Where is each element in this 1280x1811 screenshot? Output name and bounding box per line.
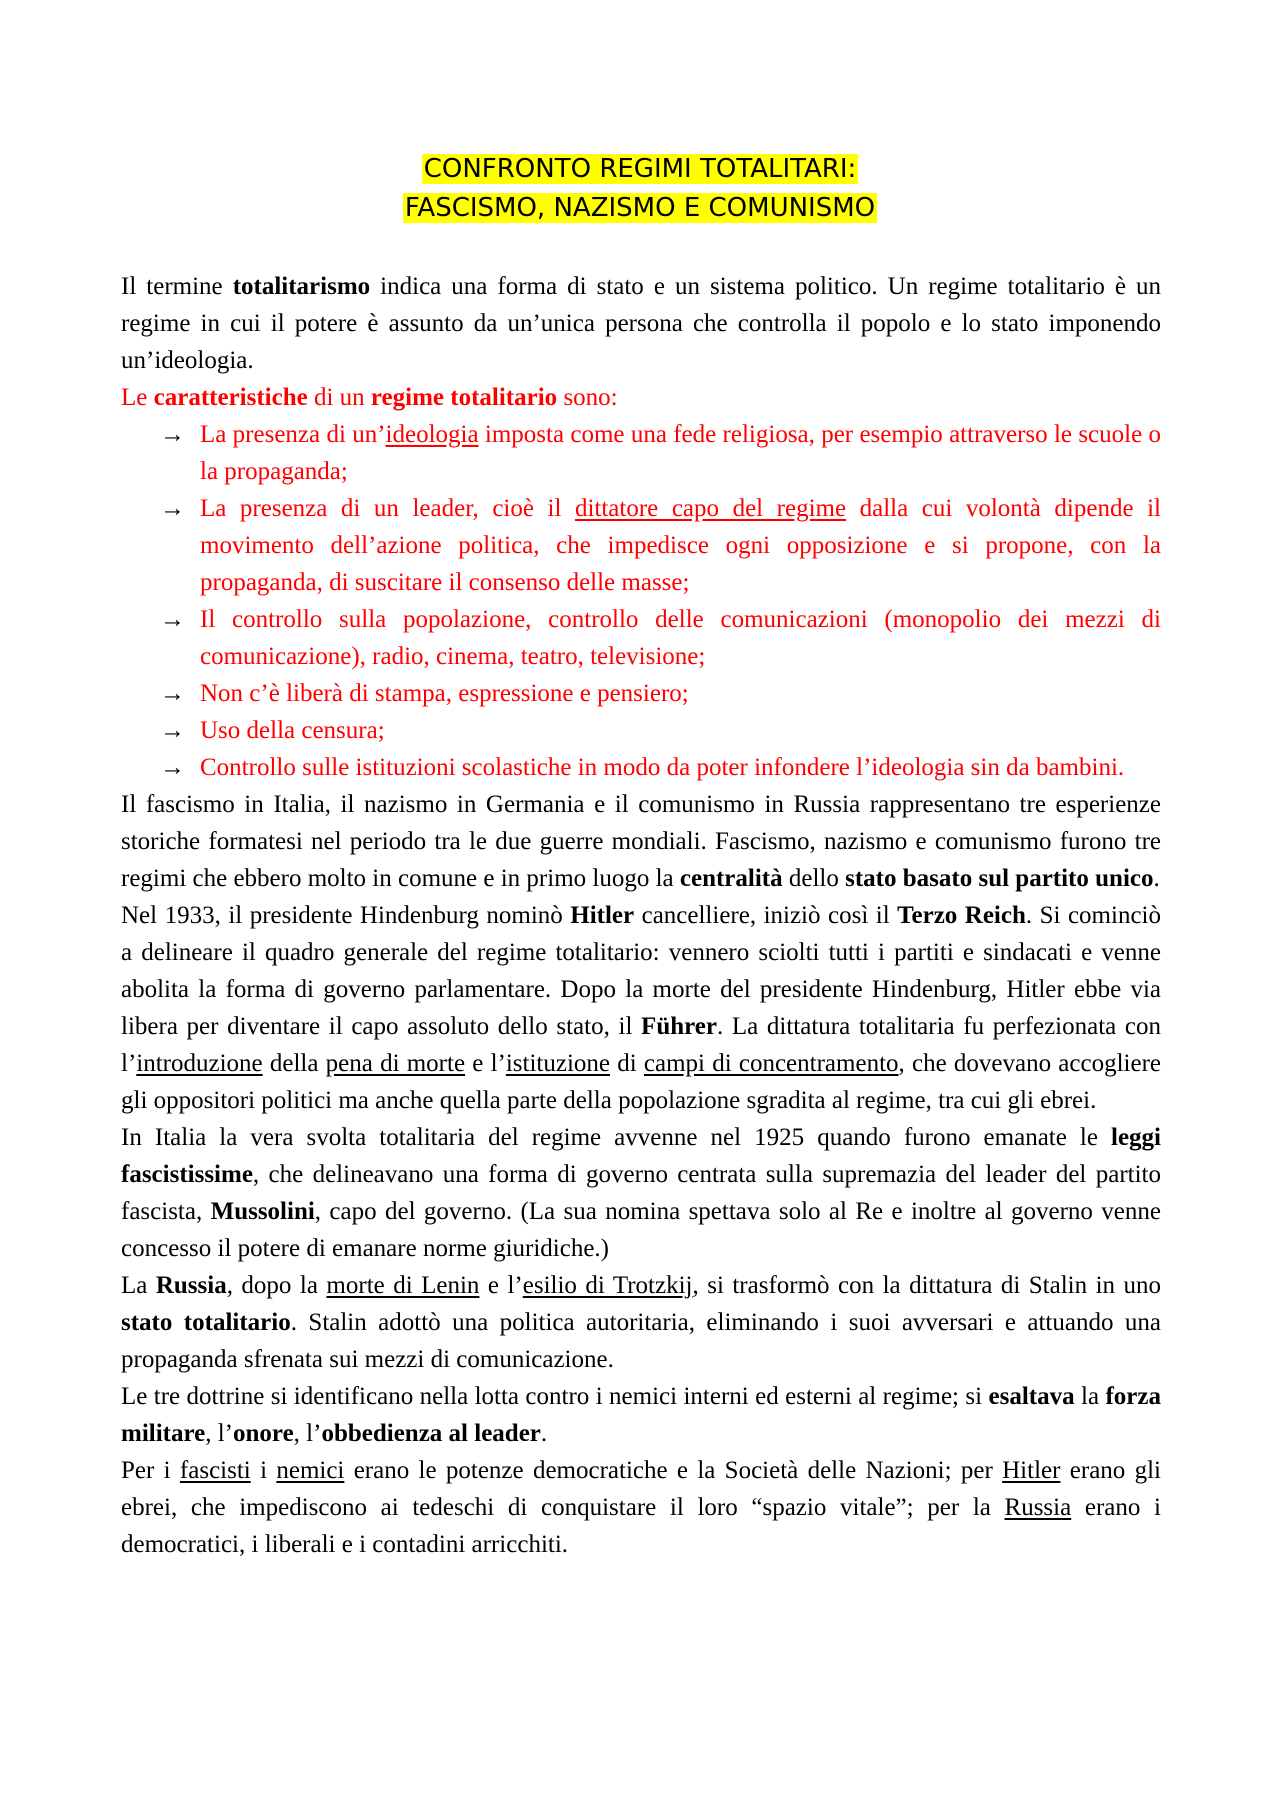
document-body [121, 268, 1161, 1563]
germany-paragraph: Nel 1933, il presidente Hindenburg nominò Hitler cancelliere, iniziò così il Terzo Reich. Si cominciò a delineare il quadro generale del regime totalitario: vennero sciolti tutti i partiti e sindacati e venne abolita la forma di governo parlamentare. Dopo la morte del presidente Hindenburg, Hitler ebbe via libera per diventare il capo assoluto dello stato, il Führer. La dittatura totalitaria fu perfezionata con l’introduzione della pena di morte e l’istituzione di campi di concentramento, che dovevano accogliere gli oppositori politici ma anche quella parte della popolazione sgradita al regime, tra cui gli ebrei. [121, 902, 1162, 1114]
list-item: → Controllo sulle istituzioni scolastiche in modo da poter infondere l’ideologia sin da bambini. [200, 749, 1161, 786]
arrow-icon: → [160, 717, 185, 744]
list-item: → Non c’è liberà di stampa, espressione e pensiero; [200, 675, 1161, 712]
list-item: → Uso della censura; [200, 712, 1161, 749]
arrow-icon: → [160, 754, 185, 781]
title-line-2: FASCISMO, NAZISMO E COMUNISMO [404, 193, 876, 223]
characteristics-list [121, 416, 1161, 786]
arrow-icon: → [160, 606, 185, 633]
list-item: → Il controllo sulla popolazione, controllo delle comunicazioni (monopolio dei mezzi di comunicazione), radio, cinema, teatro, televisione; [200, 601, 1161, 675]
title-line-1: CONFRONTO REGIMI TOTALITARI: [423, 154, 857, 184]
doctrines-paragraph: Le tre dottrine si identificano nella lotta contro i nemici interni ed esterni al regime; si esaltava la forza militare, l’onore, l’obbedienza al leader. [121, 1383, 1161, 1447]
italy-paragraph: In Italia la vera svolta totalitaria del regime avvenne nel 1925 quando furono emanate le leggi fascistissime, che delineavano una forma di governo centrata sulla supremazia del leader del partito fascista, Mussolini, capo del governo. (La sua nomina spettava solo al Re e inoltre al governo venne concesso il potere di emanare norme giuridiche.) [121, 1124, 1161, 1262]
experiences-paragraph: Il fascismo in Italia, il nazismo in Germania e il comunismo in Russia rappresentano tre esperienze storiche formatesi nel periodo tra le due guerre mondiali. Fascismo, nazismo e comunismo furono tre regimi che ebbero molto in comune e in primo luogo la centralità dello stato basato sul partito unico. [121, 791, 1161, 892]
list-item: → La presenza di un leader, cioè il dittatore capo del regime dalla cui volontà dipende il movimento dell’azione politica, che impedisce ogni opposizione e si propone, con la propaganda, di suscitare il consenso delle masse; [200, 490, 1161, 601]
enemies-paragraph: Per i fascisti i nemici erano le potenze democratiche e la Società delle Nazioni; per Hitler erano gli ebrei, che impediscono ai tedeschi di conquistare il loro “spazio vitale”; per la Russia erano i democratici, i liberali e i contadini arricchiti. [121, 1457, 1161, 1558]
characteristics-heading: Le caratteristiche di un regime totalitario sono: [121, 384, 618, 411]
arrow-icon: → [160, 495, 185, 522]
list-item: → La presenza di un’ideologia imposta come una fede religiosa, per esempio attraverso le scuole o la propaganda; [200, 416, 1161, 490]
intro-paragraph: Il termine totalitarismo indica una forma di stato e un sistema politico. Un regime totalitario è un regime in cui il potere è assunto da un’unica persona che controlla il popolo e lo stato imponendo un’ideologia. [121, 273, 1161, 374]
document-title [0, 150, 1280, 228]
russia-paragraph: La Russia, dopo la morte di Lenin e l’esilio di Trotzkij, si trasformò con la dittatura di Stalin in uno stato totalitario. Stalin adottò una politica autoritaria, eliminando i suoi avversari e attuando una propaganda sfrenata sui mezzi di comunicazione. [121, 1272, 1162, 1373]
arrow-icon: → [160, 421, 185, 448]
arrow-icon: → [160, 680, 185, 707]
